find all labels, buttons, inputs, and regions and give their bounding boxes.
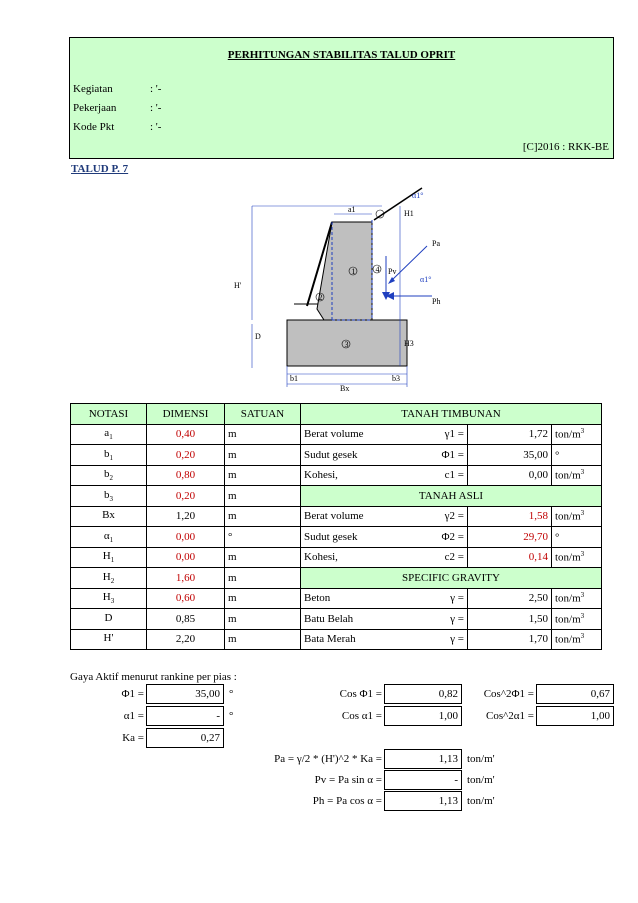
diagram-label-h-prime: H' (234, 281, 242, 290)
table-row: H' 2,20 m Bata Merah γ = 1,70 ton/$m^3$ (71, 629, 602, 650)
header-notasi: NOTASI (71, 404, 147, 425)
pv-unit: ton/m' (467, 774, 495, 786)
diagram-label-h3: H3 (404, 339, 414, 348)
diagram-label-alpha1: α1° (412, 191, 424, 200)
parameter-table (70, 403, 602, 650)
ph-unit: ton/m' (467, 795, 495, 807)
cos-alpha1-label: Cos α1 = (341, 710, 382, 722)
diagram-label-b3: b3 (392, 374, 400, 383)
phi1-value: 35,00 (146, 684, 224, 704)
ka-value: 0,27 (146, 728, 224, 748)
meta-label-kegiatan: Kegiatan (73, 83, 113, 95)
diagram-label-h1: H1 (404, 209, 414, 218)
document-code: [C]2016 : RKK-BE (522, 141, 609, 153)
pa-label: Pa = γ/2 * (H')^2 * Ka = (274, 753, 382, 765)
header-tanah-timbunan: TANAH TIMBUNAN (301, 404, 602, 425)
pa-value: 1,13 (384, 749, 462, 769)
diagram-label-pv: Pv (388, 267, 397, 276)
timbunan-symbol: γ1 = (387, 424, 468, 445)
diagram-label-2: 2 (318, 293, 323, 302)
diagram-label-d: D (255, 332, 261, 341)
table-row: $a_1$ 0,40 m Berat volume γ1 = 1,72 ton/$m^3$ (71, 424, 602, 445)
timbunan-name: Berat volume (301, 424, 387, 445)
cos2-alpha1-label: Cos^2α1 = (486, 710, 534, 722)
table-row: Bx 1,20 m Berat volume γ2 = 1,58 ton/$m^3$ (71, 506, 602, 527)
pv-value: - (384, 770, 462, 790)
ph-value: 1,13 (384, 791, 462, 811)
retaining-wall-diagram (232, 184, 447, 394)
rankine-title: Gaya Aktif menurut rankine per pias : (70, 671, 237, 683)
diagram-label-alpha1b: α1° (420, 275, 432, 284)
table-row: $b_1$ 0,20 m Sudut gesek Φ1 = 35,00 ° (71, 445, 602, 466)
diagram-label-3: 3 (344, 340, 349, 349)
alpha1-value: - (146, 706, 224, 726)
meta-value-kode-pkt: : '- (150, 121, 162, 133)
diagram-label-b1: b1 (290, 374, 298, 383)
meta-value-pekerjaan: : '- (150, 102, 162, 114)
table-row: D 0,85 m Batu Belah γ = 1,50 ton/$m^3$ (71, 609, 602, 630)
phi1-label: Φ1 = (121, 688, 144, 700)
header-specific-gravity: SPECIFIC GRAVITY (301, 568, 602, 589)
header-tanah-asli: TANAH ASLI (301, 486, 602, 507)
meta-label-pekerjaan: Pekerjaan (73, 102, 117, 114)
alpha1-label: α1 = (123, 710, 144, 722)
meta-label-kode-pkt: Kode Pkt (73, 121, 115, 133)
cos-alpha1-value: 1,00 (384, 706, 462, 726)
cos2-phi1-label: Cos^2Φ1 = (483, 688, 534, 700)
ph-label: Ph = Pa cos α = (312, 795, 382, 807)
header-satuan: SATUAN (225, 404, 301, 425)
page-title: PERHITUNGAN STABILITAS TALUD OPRIT (227, 49, 456, 61)
table-row: $b_2$ 0,80 m Kohesi, c1 = 0,00 ton/$m^3$ (71, 465, 602, 486)
notasi-a1: a (104, 427, 110, 440)
diagram-label-4: 4 (375, 265, 380, 274)
alpha1-unit: ° (229, 710, 234, 722)
cos-phi1-label: Cos Φ1 = (339, 688, 382, 700)
table-row: $b_3$ 0,20 m TANAH ASLI (71, 486, 602, 507)
meta-value-kegiatan: : '- (150, 83, 162, 95)
phi1-unit: ° (229, 688, 234, 700)
diagram-label-bx: Bx (340, 384, 350, 393)
table-row: $H_1$ 0,00 m Kohesi, c2 = 0,14 ton/$m^3$ (71, 547, 602, 568)
satuan-a1: m (225, 424, 301, 445)
cos-phi1-value: 0,82 (384, 684, 462, 704)
timbunan-value: 1,72 (468, 424, 552, 445)
section-label: TALUD P. 7 (71, 163, 129, 175)
diagram-label-1: 1 (351, 267, 356, 276)
dimensi-a1: 0,40 (147, 424, 225, 445)
ka-label: Ka = (122, 732, 144, 744)
header-panel (69, 37, 614, 159)
table-row: $\alpha_1$ 0,00 ° Sudut gesek Φ2 = 29,70 ° (71, 527, 602, 548)
cos2-alpha1-value: 1,00 (536, 706, 614, 726)
cos2-phi1-value: 0,67 (536, 684, 614, 704)
diagram-label-a1: a1 (348, 205, 356, 214)
table-row: $H_2$ 1,60 m SPECIFIC GRAVITY (71, 568, 602, 589)
header-dimensi: DIMENSI (147, 404, 225, 425)
pv-label: Pv = Pa sin α = (314, 774, 382, 786)
table-row: $H_3$ 0,60 m Beton γ = 2,50 ton/$m^3$ (71, 588, 602, 609)
pa-unit: ton/m' (467, 753, 495, 765)
diagram-label-pa: Pa (432, 239, 440, 248)
diagram-label-ph: Ph (432, 297, 441, 306)
